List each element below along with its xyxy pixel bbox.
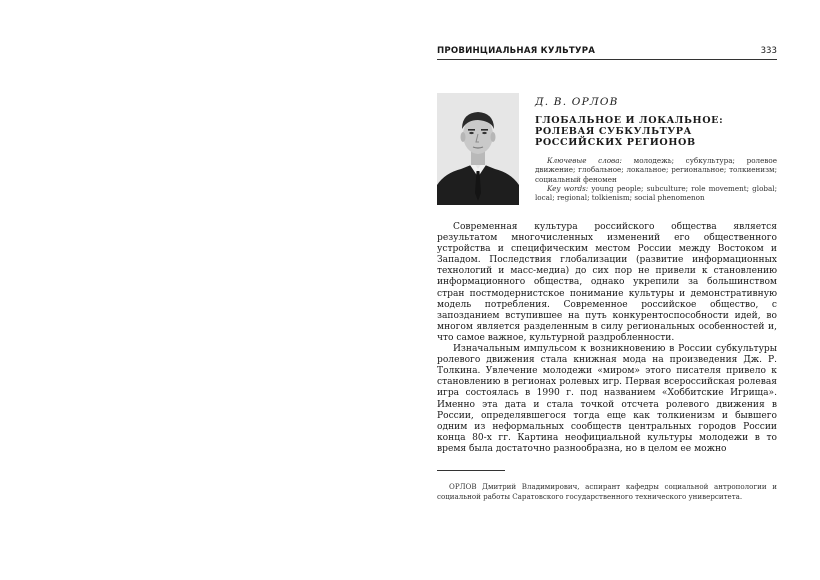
page-number: 333 [760, 46, 777, 56]
title-line: РОЛЕВАЯ СУБКУЛЬТУРА [535, 126, 692, 137]
body-paragraph: Современная культура российского общества является результатом многочисленных изменений его общественного устройства и специфическим местом России между Востоком и Западом. Последствия глобализации (развитие информационных технологий и масс-медиа) до сих пор не привели к становлению информационного общества, однако укрепили за большинством стран постмодернистское понимание культуры и демонстративную модель потребления. Современное российское общество, с запозданием вступившее на путь конкурентоспособности идей, во многом является разделенным в силу региональных особенностей и, что самое важное, культурной раздробленности. [437, 222, 777, 343]
body-paragraph: Изначальным импульсом к возникновению в России субкультуры ролевого движения стала книжная мода на произведения Дж. Р. Толкина. Увлечение молодежи «миром» этого писателя привело к становлению в регионах ролевых игр. Первая всероссийская ролевая игра состоялась в 1990 г. под названием «Хоббитские Игрища». Именно эта дата и стала точкой отсчета ролевого движения в России, определявшегося тогда еще как толкиенизм и бывшего одним из неформальных сообществ центральных городов России конца 80-х гг. Картина неофициальной культуры молодежи в то время была достаточно разнообразна, но в целом ее можно [437, 344, 777, 454]
keywords-ru [535, 156, 777, 184]
keywords-block [535, 156, 777, 202]
keywords-ru-label: Ключевые слова: [547, 156, 622, 165]
author-footnote [437, 482, 777, 501]
keywords-ru-text: молодежь; субкультура; ролевое движение; глобальное; локальное; региональное; толкиенизм; социальный феномен [535, 156, 777, 184]
keywords-en-label: Key words: [547, 183, 589, 193]
author-portrait-image [437, 93, 519, 205]
article-body [437, 222, 777, 455]
author-name: Д. В. ОРЛОВ [535, 96, 619, 108]
section-title: ПРОВИНЦИАЛЬНАЯ КУЛЬТУРА [437, 46, 596, 56]
footnote-text: ОРЛОВ Дмитрий Владимирович, аспирант кафедры социальной антропологии и социальной работы Саратовского государственного технического университета. [437, 482, 777, 501]
header-rule [437, 59, 777, 60]
author-photo [437, 93, 519, 205]
title-line: РОССИЙСКИХ РЕГИОНОВ [535, 137, 696, 148]
keywords-en-text: young people; subculture; role movement; global; local; regional; tolkienism; social phenomenon [535, 183, 778, 203]
title-line: ГЛОБАЛЬНОЕ И ЛОКАЛЬНОЕ: [535, 115, 724, 126]
footnote-rule [437, 470, 505, 471]
article-title [535, 115, 775, 148]
running-header [437, 46, 777, 60]
keywords-en [535, 184, 777, 203]
